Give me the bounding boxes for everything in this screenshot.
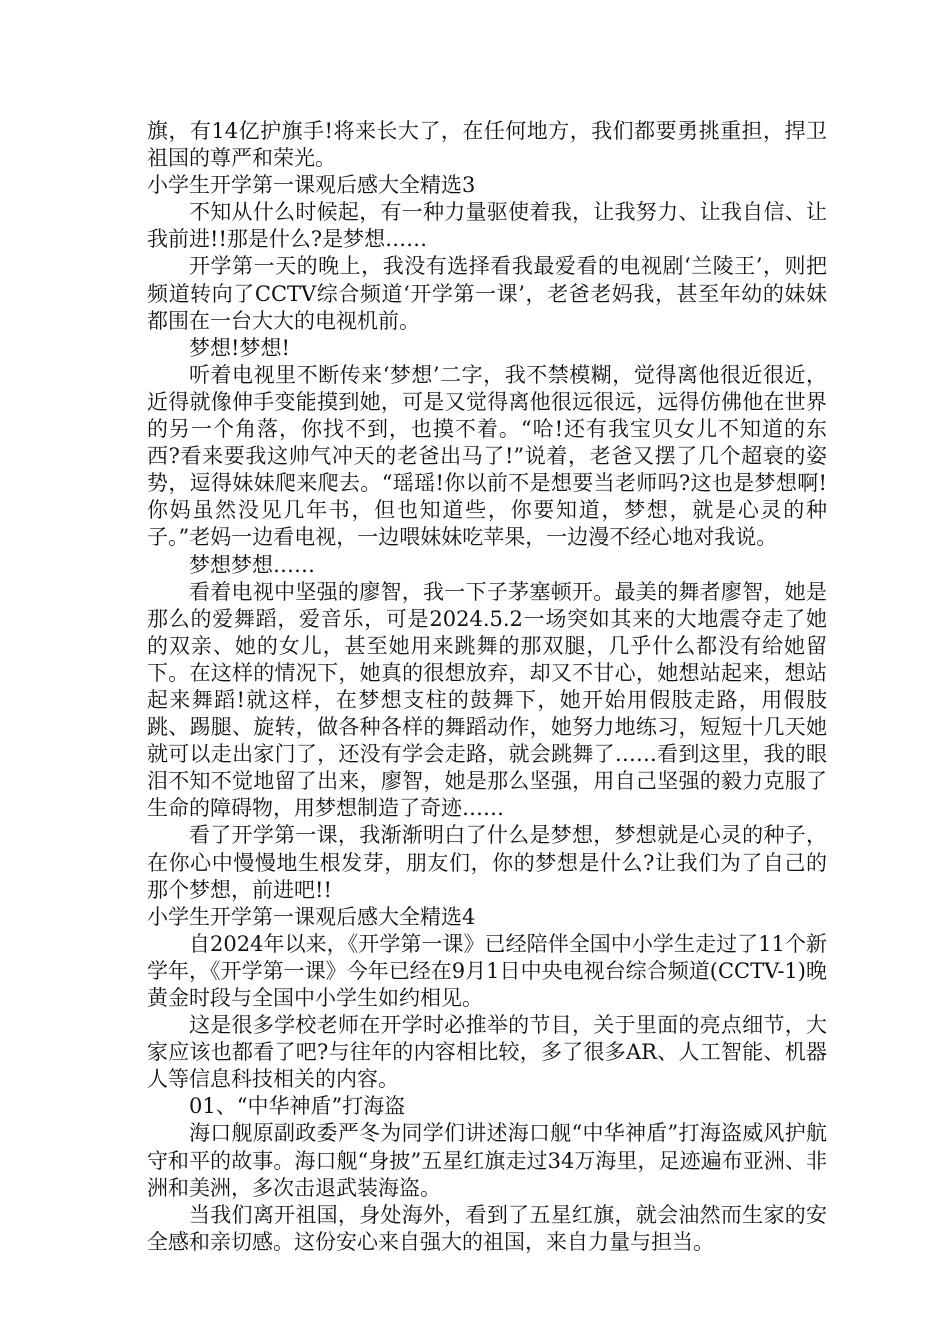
document-body — [147, 118, 827, 1256]
paragraph: 这是很多学校老师在开学时必推举的节目，关于里面的亮点细节，大家应该也都看了吧?与往年的内容相比较，多了很多AR、人工智能、机器人等信息科技相关的内容。 — [147, 1013, 827, 1092]
paragraph: 听着电视里不断传来‘梦想’二字，我不禁模糊，觉得离他很近很近，近得就像伸手变能摸到她，可是又觉得离他很远很远，远得仿佛他在世界的另一个角落，你找不到，也摸不着。“哈!还有我宝贝女儿不知道的东西?看来要我这帅气冲天的老爸出马了!”说着，老爸又摆了几个超衰的姿势，逗得妹妹爬来爬去。“瑶瑶!你以前不是想要当老师吗?这也是梦想啊!你妈虽然没见几年书，但也知道些，你要知道，梦想，就是心灵的种子。”老妈一边看电视，一边喂妹妹吃苹果，一边漫不经心地对我说。 — [147, 362, 827, 550]
subsection-heading: 01、“中华神盾”打海盗 — [189, 1094, 406, 1119]
paragraph: 海口舰原副政委严冬为同学们讲述海口舰“中华神盾”打海盗威风护航守和平的故事。海口舰“身披”五星红旗走过34万海里，足迹遍布亚洲、非洲和美洲，多次击退武装海盗。 — [147, 1121, 827, 1200]
paragraph: 自2024年以来，《开学第一课》已经陪伴全国中小学生走过了11个新学年，《开学第一课》今年已经在9月1日中央电视台综合频道(CCTV-1)晚黄金时段与全国中小学生如约相见。 — [147, 931, 827, 1010]
paragraph: 梦想!梦想! — [189, 335, 290, 360]
paragraph: 看了开学第一课，我渐渐明白了什么是梦想，梦想就是心灵的种子，在你心中慢慢地生根发芽，朋友们，你的梦想是什么?让我们为了自己的那个梦想，前进吧!! — [147, 823, 827, 902]
section-heading: 小学生开学第一课观后感大全精选3 — [147, 173, 476, 198]
section-heading: 小学生开学第一课观后感大全精选4 — [147, 904, 476, 929]
paragraph: 当我们离开祖国，身处海外，看到了五星红旗，就会油然而生家的安全感和亲切感。这份安心来自强大的祖国，来自力量与担当。 — [147, 1202, 827, 1254]
paragraph: 开学第一天的晚上，我没有选择看我最爱看的电视剧‘兰陵王’，则把频道转向了CCTV综合频道‘开学第一课’，老爸老妈我，甚至年幼的妹妹都围在一台大大的电视机前。 — [147, 254, 827, 333]
paragraph: 旗，有14亿护旗手!将来长大了，在任何地方，我们都要勇挑重担，捍卫祖国的尊严和荣光。 — [147, 119, 827, 171]
paragraph: 看着电视中坚强的廖智，我一下子茅塞顿开。最美的舞者廖智，她是那么的爱舞蹈，爱音乐，可是2024.5.2一场突如其来的大地震夺走了她的双亲、她的女儿，甚至她用来跳舞的那双腿，几乎什么都没有给她留下。在这样的情况下，她真的很想放弃，却又不甘心，她想站起来，想站起来舞蹈!就这样，在梦想支柱的鼓舞下，她开始用假肢走路，用假肢跳、踢腿、旋转，做各种各样的舞蹈动作，她努力地练习，短短十几天她就可以走出家门了，还没有学会走路，就会跳舞了……看到这里，我的眼泪不知不觉地留了出来，廖智，她是那么坚强，用自己坚强的毅力克服了生命的障碍物，用梦想制造了奇迹…… — [147, 579, 827, 821]
paragraph: 不知从什么时候起，有一种力量驱使着我，让我努力、让我自信、让我前进!!那是什么?是梦想…… — [147, 200, 827, 252]
paragraph: 梦想梦想…… — [189, 552, 315, 577]
